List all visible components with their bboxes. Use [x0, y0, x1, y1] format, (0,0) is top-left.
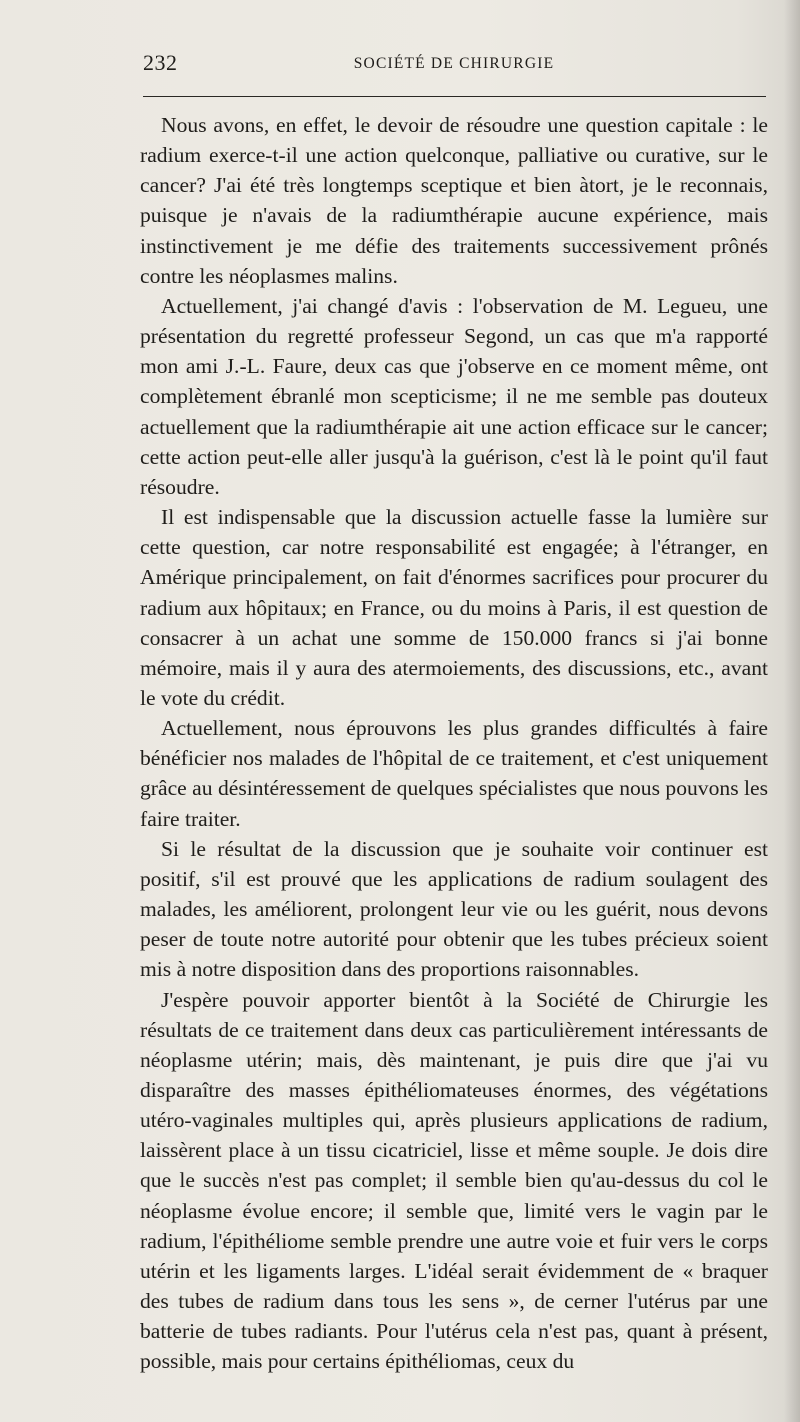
page-edge-shadow	[784, 0, 800, 1422]
paragraph: Nous avons, en effet, le devoir de résoudre une question capitale : le radium exerce-t-il une action quelconque, palliative ou curative, sur le cancer? J'ai été très longtemps sceptique et bien àtort, je le reconnais, puisque je n'avais de la radiumthérapie aucune expérience, mais instinctivement je me défie des traitements successivement prônés contre les néoplasmes malins.	[140, 113, 768, 288]
paragraph: J'espère pouvoir apporter bientôt à la Société de Chirurgie les résultats de ce traitement dans deux cas particulièrement intéressants de néoplasme utérin; mais, dès maintenant, je puis dire que j'ai vu disparaître des masses épithéliomateuses énormes, des végétations utéro-vaginales multiples qui, après plusieurs applications de radium, laissèrent place à un tissu cicatriciel, lisse et même souple. Je dois dire que le succès n'est pas complet; il semble bien qu'au-dessus du col le néoplasme évolue encore; il semble que, limité vers le vagin par le radium, l'épithéliome semble prendre une autre voie et fuir vers le corps utérin et les ligaments larges. L'idéal serait évidemment de « braquer des tubes de radium dans tous les sens », de cerner l'utérus par une batterie de tubes radiants. Pour l'utérus cela n'est pas, quant à présent, possible, mais pour certains épithéliomas, ceux du	[140, 987, 768, 1374]
running-title: SOCIÉTÉ DE CHIRURGIE	[353, 55, 555, 72]
paragraph: Si le résultat de la discussion que je souhaite voir continuer est positif, s'il est prouvé que les applications de radium soulagent des malades, les améliorent, prolongent leur vie ou les guérit, nous devons peser de toute notre autorité pour obtenir que les tubes précieux soient mis à notre disposition dans des proportions raisonnables.	[140, 836, 768, 982]
body-text	[140, 110, 768, 1377]
paragraph: Il est indispensable que la discussion actuelle fasse la lumière sur cette question, car notre responsabilité est engagée; à l'étranger, en Amérique principalement, on fait d'énormes sacrifices pour procurer du radium aux hôpitaux; en France, ou du moins à Paris, il est question de consacrer à un achat une somme de 150.000 francs si j'ai bonne mémoire, mais il y aura des atermoiements, des discussions, etc., avant le vote du crédit.	[140, 505, 768, 710]
page-header	[143, 48, 765, 78]
paragraph: Actuellement, nous éprouvons les plus grandes difficultés à faire bénéficier nos malades de l'hôpital de ce traitement, et c'est uniquement grâce au désintéressement de quelques spécialistes que nous pouvons les faire traiter.	[140, 716, 768, 831]
paragraph: Actuellement, j'ai changé d'avis : l'observation de M. Legueu, une présentation du regretté professeur Segond, un cas que m'a rapporté mon ami J.-L. Faure, deux cas que j'observe en ce moment même, ont complètement ébranlé mon scepticisme; il ne me semble pas douteux actuellement que la radiumthérapie ait une action efficace sur le cancer; cette action peut-elle aller jusqu'à la guérison, c'est là le point qu'il faut résoudre.	[140, 293, 768, 499]
header-rule	[143, 96, 766, 97]
page-number: 232	[143, 50, 178, 75]
